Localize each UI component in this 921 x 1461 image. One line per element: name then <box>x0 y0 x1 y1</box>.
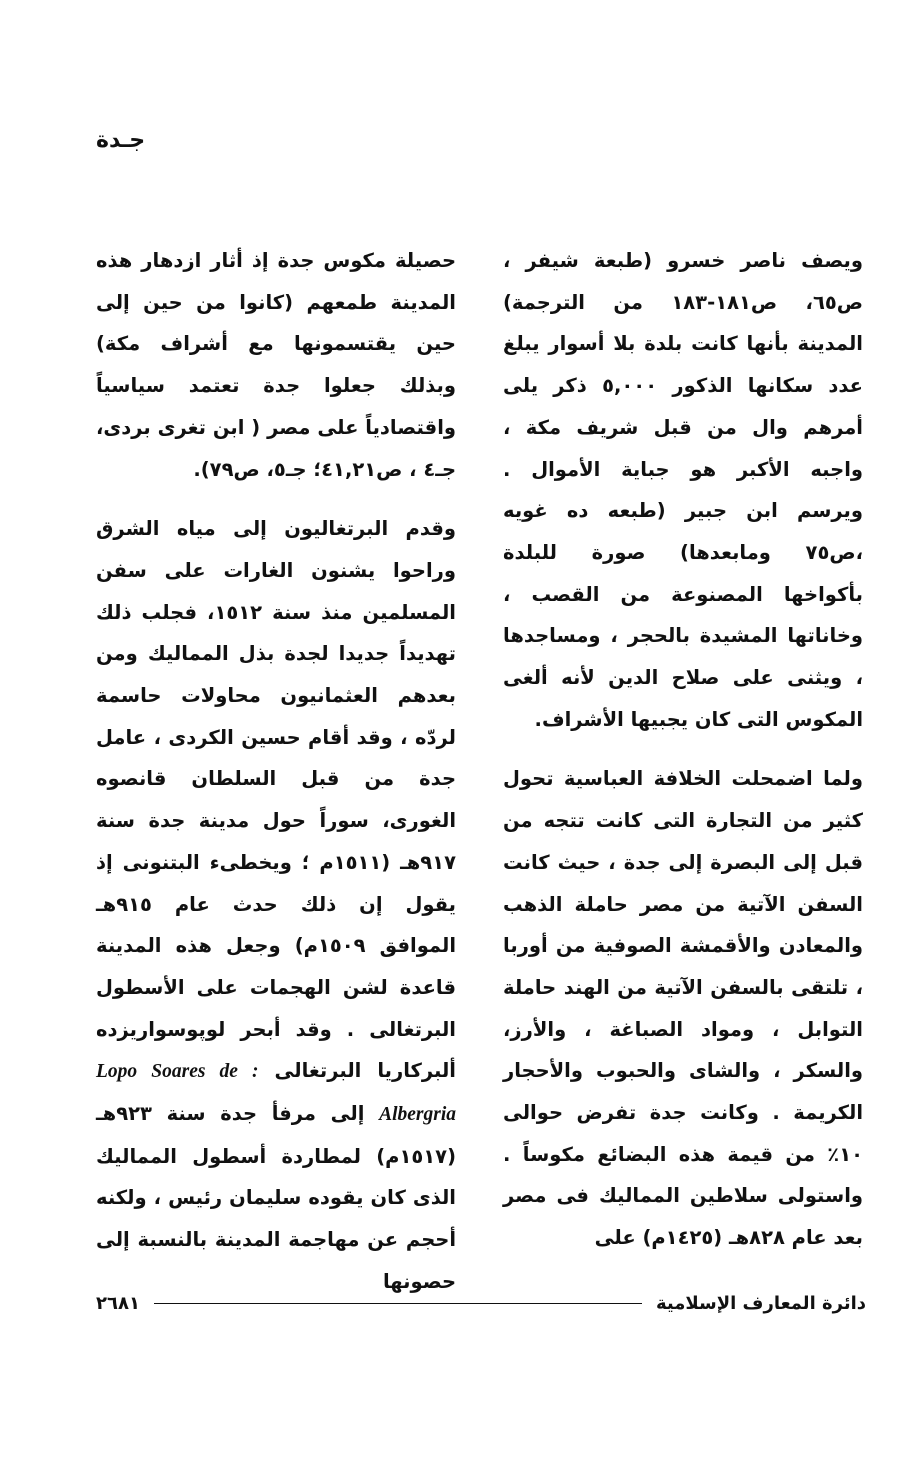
paragraph: حصيلة مكوس جدة إذ أثار ازدهار هذه المدينة طمعهم (كانوا من حين إلى حين يقتسمونها مع أشراف مكة) وبذلك جعلوا جدة تعتمد سياسياً واقتصادياً على مصر ( ابن تغرى بردى، جـ٤ ، ص٤١,٢١؛ جـ٥، ص٧٩). <box>96 249 456 481</box>
right-column <box>503 240 863 1277</box>
paragraph: ويصف ناصر خسرو (طبعة شيفر ، ص٦٥، ص١٨١-١٨٣ من الترجمة) المدينة بأنها كانت بلدة بلا أسوار يبلغ عدد سكانها الذكور ٥,٠٠٠ ذكر يلى أمرهم وال من قبل شريف مكة ، واجبه الأكبر هو جباية الأموال . ويرسم ابن جبير (طبعه ده غويه ،ص٧٥ ومابعدها) صورة للبلدة بأكواخها المصنوعة من القصب ، وخاناتها المشيدة بالحجر ، ومساجدها ، ويثنى على صلاح الدين لأنه ألغى المكوس التى كان يجبيها الأشراف. <box>503 249 864 731</box>
paragraph: ولما اضمحلت الخلافة العباسية تحول كثير من التجارة التى كانت تتجه من قبل إلى البصرة إلى جدة ، حيث كانت السفن الآتية من مصر حاملة الذهب والمعادن والأقمشة الصوفية من أوربا ، تلتقى بالسفن الآتية من الهند حاملة التوابل ، ومواد الصباغة ، والأرز، والسكر ، والشاى والحبوب والأحجار الكريمة . وكانت جدة تفرض حوالى ١٠٪ من قيمة هذه البضائع مكوساً . واستولى سلاطين المماليك فى مصر بعد عام ٨٢٨هـ (١٤٢٥م) على <box>503 767 863 1250</box>
left-column <box>96 240 456 1321</box>
page-number: ٢٦٨١ <box>96 1292 140 1314</box>
paragraph-text: وقدم البرتغاليون إلى مياه الشرق وراحوا يشنون الغارات على سفن المسلمين منذ سنة ١٥١٢، فجلب ذلك تهديداً جديدا لجدة بذل المماليك ومن بعدهم العثمانيون محاولات حاسمة لردّه ، وقد أقام حسين الكردى ، عامل جدة من قبل السلطان قانصوه الغورى، سوراً حول مدينة جدة سنة ٩١٧هـ (١٥١١م ؛ ويخطىء البتنونى إذ يقول إن ذلك حدث عام ٩١٥هـ الموافق ١٥٠٩م) وجعل هذه المدينة قاعدة لشن الهجمات على الأسطول البرتغالى . وقد أبحر لوپوسواريزده ألبركاريا البرتغالى <box>96 517 457 1083</box>
publication-title: دائرة المعارف الإسلامية <box>655 1292 866 1314</box>
footer-rule <box>154 1303 642 1304</box>
page-footer <box>96 1288 866 1318</box>
paragraph <box>96 508 456 1302</box>
running-title: جـدة <box>96 128 146 153</box>
paragraph-text: إلى مرفأ جدة سنة ٩٢٣هـ (١٥١٧م) لمطاردة أسطول المماليك الذى كان يقوده سليمان رئيس ، ولكنه أحجم عن مهاجمة المدينة بالنسبة إلى حصونها <box>96 1102 456 1293</box>
latin-name: Lopo Soares de : Albergria <box>96 1061 456 1126</box>
